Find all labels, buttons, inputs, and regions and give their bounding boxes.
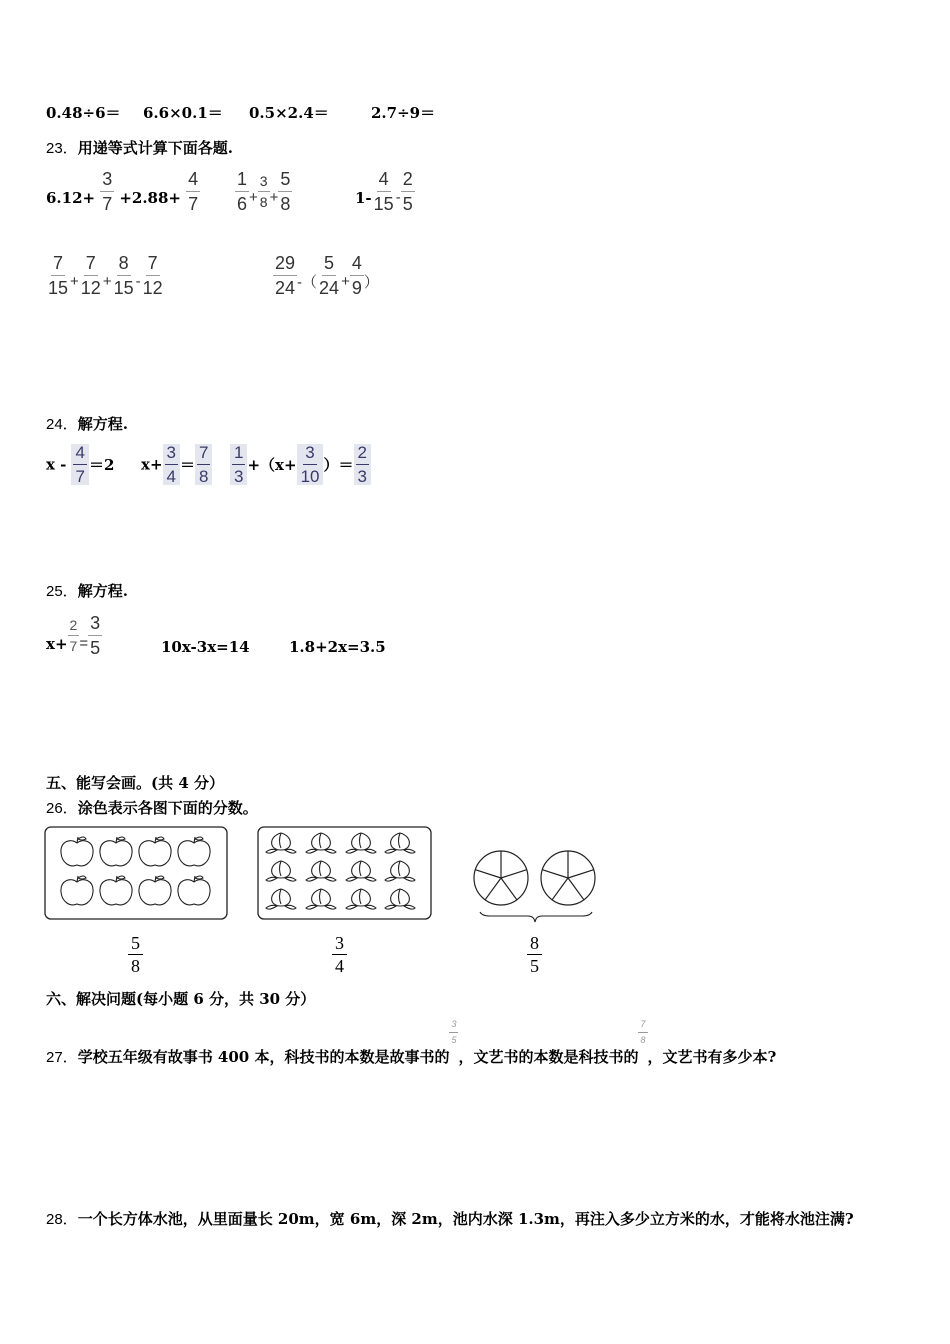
- peach-2[interactable]: [306, 833, 336, 853]
- oral-calc-4: 2.7÷9＝: [371, 104, 436, 122]
- peach-5[interactable]: [266, 861, 296, 881]
- section-5-heading: 五、能写会画。(共 4 分）: [46, 774, 224, 792]
- q24-eq-1: x - $\frac{4}{7}$ ＝2: [46, 443, 115, 486]
- section-6-heading: 六、解决问题(每小题 6 分，共 30 分）: [46, 990, 316, 1008]
- peach-4[interactable]: [385, 833, 415, 853]
- q26-heading: 26．涂色表示各图下面的分数。: [46, 799, 258, 817]
- circle-1: [474, 851, 528, 905]
- q23-heading: 23．用递等式计算下面各题.: [46, 139, 233, 157]
- apple-6[interactable]: [100, 876, 132, 905]
- peach-10[interactable]: [306, 889, 336, 909]
- q23-expr-5: $\frac{29}{24}$ -（ $\frac{5}{24}$ + $\frac{4}{9}$ ）: [275, 253, 379, 298]
- q25-heading: 25．解方程.: [46, 582, 128, 600]
- peach-8[interactable]: [385, 861, 415, 881]
- q25-eq-3: 1.8+2x=3.5: [289, 638, 386, 656]
- peach-6[interactable]: [306, 861, 336, 881]
- q24-eq-3: $\frac{1}{3}$ +（x+ $\frac{3}{10}$ ）＝ $\frac{2}{3}$: [230, 444, 371, 485]
- peaches-figure[interactable]: [257, 826, 432, 920]
- peach-7[interactable]: [346, 861, 376, 881]
- peach-3[interactable]: [346, 833, 376, 853]
- apple-4[interactable]: [178, 837, 210, 866]
- peach-1[interactable]: [266, 833, 296, 853]
- q24-eq-2: x+ $\frac{3}{4}$ ＝ $\frac{7}{8}$: [141, 444, 212, 485]
- fig1-fraction: 5 8: [128, 934, 143, 975]
- q28-text: 28．一个长方体水池，从里面量长 20m，宽 6m，深 2m，池内水深 1.3m，再注入多少立方米的水，才能将水池注满?: [46, 1210, 854, 1228]
- apples-figure[interactable]: [44, 826, 228, 920]
- oral-calc-1: 0.48÷6＝: [46, 104, 121, 122]
- apple-1[interactable]: [61, 837, 93, 866]
- peach-11[interactable]: [346, 889, 376, 909]
- oral-calc-2: 6.6×0.1＝: [143, 104, 223, 122]
- circles-figure[interactable]: [470, 846, 598, 924]
- apple-7[interactable]: [139, 876, 171, 905]
- peach-9[interactable]: [266, 889, 296, 909]
- q25-eq-1: x+ $\frac{2}{7}$ = $\frac{3}{5}$: [46, 613, 101, 658]
- apple-2[interactable]: [100, 837, 132, 866]
- peach-12[interactable]: [385, 889, 415, 909]
- q23-expr-1: 6.12+ $\frac{3}{7}$ +2.88+ $\frac{4}{7}$: [46, 169, 199, 214]
- fig3-fraction: 8 5: [527, 934, 542, 975]
- fig2-fraction: 3 4: [332, 934, 347, 975]
- apple-5[interactable]: [61, 876, 93, 905]
- apple-3[interactable]: [139, 837, 171, 866]
- q24-heading: 24．解方程.: [46, 415, 128, 433]
- oral-calc-3: 0.5×2.4＝: [249, 104, 329, 122]
- q23-expr-2: $\frac{1}{6}$ + $\frac{3}{8}$ + $\frac{5}{8}$: [237, 169, 291, 214]
- q25-eq-2: 10x-3x=14: [161, 638, 250, 656]
- q27-text: 27．学校五年级有故事书 400 本，科技书的本数是故事书的 $\frac{3}{5}$ ，文艺书的本数是科技书的 $\frac{7}{8}$ ，文艺书有多少本?: [46, 1019, 777, 1066]
- apple-8[interactable]: [178, 876, 210, 905]
- brace: [480, 912, 592, 922]
- circle-2: [541, 851, 595, 905]
- q23-expr-3: 1- $\frac{4}{15}$ - $\frac{2}{5}$: [355, 169, 413, 214]
- q23-expr-4: $\frac{7}{15}$ + $\frac{7}{12}$ + $\frac{8}{15}$ - $\frac{7}{12}$: [48, 253, 163, 298]
